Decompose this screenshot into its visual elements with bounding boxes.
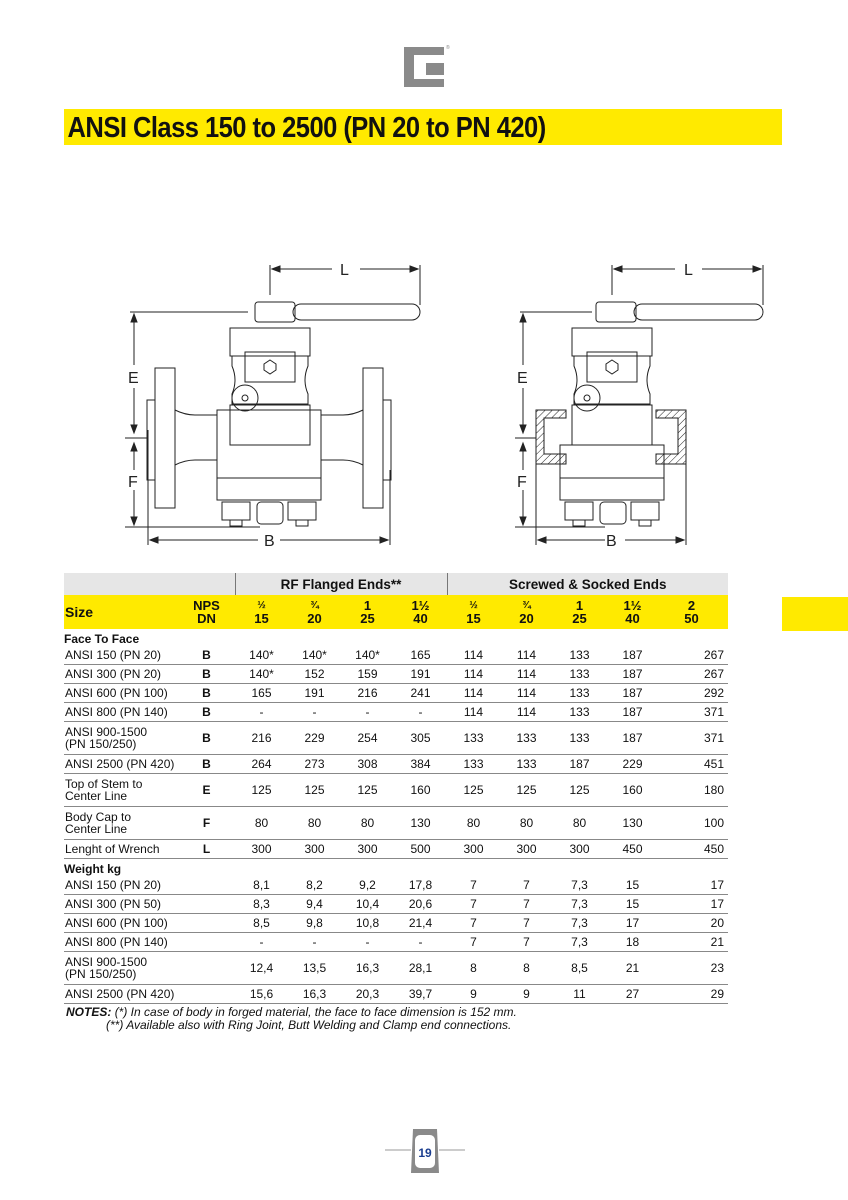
cell-value: 8,3 — [235, 895, 288, 914]
cell-value: 187 — [606, 703, 659, 722]
page-number-badge — [383, 1125, 467, 1175]
cell-value: 7,3 — [553, 876, 606, 895]
row-code: B — [178, 722, 235, 755]
cell-value: 152 — [288, 665, 341, 684]
nps-value: ¾ — [310, 600, 319, 611]
cell-value: 384 — [394, 755, 447, 774]
cell-value: 300 — [235, 840, 288, 859]
dn-value: 25 — [572, 611, 587, 626]
cell-value: 8,1 — [235, 876, 288, 895]
cell-value: 20,3 — [341, 985, 394, 1004]
row-label: ANSI 150 (PN 20) — [64, 876, 178, 895]
cell-value: 8,5 — [235, 914, 288, 933]
cell-value: 15,6 — [235, 985, 288, 1004]
flanged-valve-drawing — [120, 250, 440, 550]
cell-value: 114 — [447, 665, 500, 684]
row-label: Top of Stem to Center Line — [64, 774, 178, 807]
cell-value: 130 — [394, 807, 447, 840]
cell-value: 7 — [500, 914, 553, 933]
cell-value: 371 — [659, 703, 728, 722]
dn-value: 20 — [519, 611, 534, 626]
cell-value: 191 — [288, 684, 341, 703]
cell-value: 165 — [394, 646, 447, 665]
cell-value: 80 — [447, 807, 500, 840]
dimensions-table — [64, 573, 728, 1004]
cell-value: 292 — [659, 684, 728, 703]
table-row — [64, 933, 728, 952]
nps-dn-label — [178, 595, 235, 629]
cell-value: 308 — [341, 755, 394, 774]
cell-value: 133 — [553, 703, 606, 722]
group-rf-flanged: RF Flanged Ends** — [235, 573, 447, 595]
cell-value: 451 — [659, 755, 728, 774]
size-col-3 — [341, 595, 394, 629]
nps-value: ½ — [469, 600, 478, 611]
cell-value: 133 — [553, 722, 606, 755]
cell-value: 7 — [500, 895, 553, 914]
cell-value: 8 — [447, 952, 500, 985]
cell-value: 9,8 — [288, 914, 341, 933]
nps-value: 1 — [575, 598, 584, 613]
row-label: ANSI 2500 (PN 420) — [64, 985, 178, 1004]
cell-value: 15 — [606, 895, 659, 914]
company-logo: ® — [404, 47, 444, 87]
cell-value: 17 — [659, 876, 728, 895]
cell-value: 125 — [447, 774, 500, 807]
cell-value: 114 — [500, 684, 553, 703]
notes-label: NOTES: — [66, 1005, 112, 1019]
cell-value: 16,3 — [288, 985, 341, 1004]
cell-value: 140* — [288, 646, 341, 665]
row-code — [178, 933, 235, 952]
cell-value: 28,1 — [394, 952, 447, 985]
cell-value: 9,2 — [341, 876, 394, 895]
cell-value: 11 — [553, 985, 606, 1004]
cell-value: 140* — [235, 646, 288, 665]
table-row — [64, 755, 728, 774]
group-header-row — [64, 573, 728, 595]
size-col-8 — [606, 595, 659, 629]
note-2: (**) Available also with Ring Joint, Butt Welding and Clamp end connections. — [106, 1018, 512, 1032]
row-label: ANSI 150 (PN 20) — [64, 646, 178, 665]
cell-value: 20,6 — [394, 895, 447, 914]
cell-value: 133 — [553, 665, 606, 684]
row-label: ANSI 600 (PN 100) — [64, 684, 178, 703]
table-row — [64, 722, 728, 755]
cell-value: 300 — [447, 840, 500, 859]
cell-value: 133 — [447, 755, 500, 774]
dim-label-e: E — [517, 370, 528, 387]
cell-value: 7,3 — [553, 914, 606, 933]
table-row — [64, 985, 728, 1004]
cell-value: 10,8 — [341, 914, 394, 933]
row-label: ANSI 800 (PN 140) — [64, 703, 178, 722]
nps-label: NPS — [193, 598, 220, 613]
cell-value: 450 — [606, 840, 659, 859]
row-label: ANSI 2500 (PN 420) — [64, 755, 178, 774]
cell-value: 165 — [235, 684, 288, 703]
table-row — [64, 895, 728, 914]
cell-value: 9 — [447, 985, 500, 1004]
row-code: B — [178, 703, 235, 722]
row-label: ANSI 900-1500 (PN 150/250) — [64, 722, 178, 755]
size-col-7 — [553, 595, 606, 629]
row-code: L — [178, 840, 235, 859]
cell-value: 7 — [447, 914, 500, 933]
cell-value: - — [394, 703, 447, 722]
cell-value: 187 — [553, 755, 606, 774]
row-code: F — [178, 807, 235, 840]
cell-value: 130 — [606, 807, 659, 840]
cell-value: 114 — [500, 703, 553, 722]
cell-value: 9,4 — [288, 895, 341, 914]
cell-value: 7 — [447, 876, 500, 895]
size-col-5 — [447, 595, 500, 629]
cell-value: 114 — [447, 646, 500, 665]
cell-value: 187 — [606, 646, 659, 665]
cell-value: 180 — [659, 774, 728, 807]
cell-value: 80 — [235, 807, 288, 840]
cell-value: 39,7 — [394, 985, 447, 1004]
size-label: Size — [64, 595, 178, 629]
size-col-4 — [394, 595, 447, 629]
cell-value: 12,4 — [235, 952, 288, 985]
cell-value: 133 — [447, 722, 500, 755]
section-title: Weight kg — [64, 861, 122, 876]
cell-value: 300 — [500, 840, 553, 859]
table-row — [64, 807, 728, 840]
cell-value: 191 — [394, 665, 447, 684]
cell-value: - — [288, 933, 341, 952]
section-weight — [64, 859, 728, 877]
size-col-6 — [500, 595, 553, 629]
table-row — [64, 774, 728, 807]
cell-value: 300 — [288, 840, 341, 859]
size-col-2 — [288, 595, 341, 629]
cell-value: 229 — [288, 722, 341, 755]
cell-value: 8,5 — [553, 952, 606, 985]
cell-value: 23 — [659, 952, 728, 985]
cell-value: 216 — [341, 684, 394, 703]
cell-value: 229 — [606, 755, 659, 774]
dim-label-b: B — [606, 533, 617, 550]
cell-value: 18 — [606, 933, 659, 952]
cell-value: 267 — [659, 646, 728, 665]
cell-value: 80 — [500, 807, 553, 840]
cell-value: 273 — [288, 755, 341, 774]
table-row — [64, 840, 728, 859]
row-code: B — [178, 665, 235, 684]
cell-value: 17,8 — [394, 876, 447, 895]
cell-value: 159 — [341, 665, 394, 684]
table-row — [64, 684, 728, 703]
cell-value: 7 — [447, 933, 500, 952]
cell-value: 21,4 — [394, 914, 447, 933]
nps-value: ¾ — [522, 600, 531, 611]
dn-value: 25 — [360, 611, 375, 626]
page-number: 19 — [418, 1146, 432, 1160]
cell-value: 114 — [447, 684, 500, 703]
cell-value: 7 — [447, 895, 500, 914]
cell-value: 15 — [606, 876, 659, 895]
row-code — [178, 952, 235, 985]
cell-value: 371 — [659, 722, 728, 755]
cell-value: 114 — [500, 665, 553, 684]
row-code — [178, 895, 235, 914]
cell-value: 264 — [235, 755, 288, 774]
dn-label: DN — [197, 611, 216, 626]
cell-value: 133 — [553, 684, 606, 703]
row-code — [178, 876, 235, 895]
cell-value: 133 — [500, 755, 553, 774]
cell-value: 20 — [659, 914, 728, 933]
dn-value: 20 — [307, 611, 322, 626]
cell-value: 125 — [341, 774, 394, 807]
cell-value: 114 — [500, 646, 553, 665]
cell-value: 160 — [394, 774, 447, 807]
header-band-extension — [782, 597, 848, 631]
cell-value: 305 — [394, 722, 447, 755]
group-header-blank — [64, 573, 235, 595]
size-header-row — [64, 595, 728, 629]
table-row — [64, 876, 728, 895]
cell-value: 300 — [341, 840, 394, 859]
row-code — [178, 985, 235, 1004]
section-face-to-face — [64, 629, 728, 646]
cell-value: 133 — [553, 646, 606, 665]
cell-value: 125 — [500, 774, 553, 807]
valve-body — [536, 302, 763, 526]
cell-value: - — [341, 703, 394, 722]
cell-value: 8 — [500, 952, 553, 985]
cell-value: 133 — [500, 722, 553, 755]
cell-value: 140* — [341, 646, 394, 665]
size-col-1 — [235, 595, 288, 629]
cell-value: 17 — [659, 895, 728, 914]
cell-value: 216 — [235, 722, 288, 755]
cell-value: 7,3 — [553, 933, 606, 952]
dim-label-f: F — [517, 474, 527, 491]
cell-value: 21 — [659, 933, 728, 952]
cell-value: 100 — [659, 807, 728, 840]
valve-body — [147, 302, 420, 526]
dn-value: 15 — [254, 611, 269, 626]
cell-value: 7 — [500, 876, 553, 895]
row-label: ANSI 300 (PN 20) — [64, 665, 178, 684]
size-col-9 — [659, 595, 728, 629]
cell-value: - — [394, 933, 447, 952]
cell-value: 300 — [553, 840, 606, 859]
cell-value: - — [235, 703, 288, 722]
cell-value: 80 — [341, 807, 394, 840]
row-code: E — [178, 774, 235, 807]
cell-value: 8,2 — [288, 876, 341, 895]
cell-value: 9 — [500, 985, 553, 1004]
cell-value: 187 — [606, 665, 659, 684]
row-code — [178, 914, 235, 933]
nps-value: 1 — [363, 598, 372, 613]
nps-value: 1½ — [411, 598, 430, 613]
table-row — [64, 646, 728, 665]
cell-value: 187 — [606, 684, 659, 703]
cell-value: 114 — [447, 703, 500, 722]
cell-value: 7,3 — [553, 895, 606, 914]
dim-label-b: B — [264, 533, 275, 550]
table-row — [64, 952, 728, 985]
page-title: ANSI Class 150 to 2500 (PN 20 to PN 420) — [67, 112, 546, 144]
cell-value: 21 — [606, 952, 659, 985]
dim-label-l: L — [684, 262, 693, 279]
cell-value: - — [288, 703, 341, 722]
row-label: Body Cap to Center Line — [64, 807, 178, 840]
cell-value: 125 — [235, 774, 288, 807]
cell-value: 160 — [606, 774, 659, 807]
cell-value: 267 — [659, 665, 728, 684]
cell-value: 241 — [394, 684, 447, 703]
screwed-valve-drawing — [500, 250, 780, 550]
cell-value: 125 — [553, 774, 606, 807]
row-code: B — [178, 755, 235, 774]
table-row — [64, 665, 728, 684]
weight-rows — [64, 876, 728, 1004]
table-row — [64, 703, 728, 722]
row-label: Lenght of Wrench — [64, 840, 178, 859]
cell-value: 10,4 — [341, 895, 394, 914]
cell-value: 29 — [659, 985, 728, 1004]
title-banner — [64, 109, 782, 145]
dn-value: 50 — [684, 611, 699, 626]
nps-value: 1½ — [623, 598, 642, 613]
cell-value: 80 — [288, 807, 341, 840]
cell-value: 80 — [553, 807, 606, 840]
cell-value: 125 — [288, 774, 341, 807]
row-code: B — [178, 684, 235, 703]
dim-label-l: L — [340, 262, 349, 279]
note-1-text: (*) In case of body in forged material, the face to face dimension is 152 mm. — [114, 1005, 517, 1019]
cell-value: 7 — [500, 933, 553, 952]
dim-label-f: F — [128, 474, 138, 491]
cell-value: 140* — [235, 665, 288, 684]
cell-value: 17 — [606, 914, 659, 933]
row-code: B — [178, 646, 235, 665]
dn-value: 40 — [413, 611, 428, 626]
cell-value: 16,3 — [341, 952, 394, 985]
row-label: ANSI 600 (PN 100) — [64, 914, 178, 933]
row-label: ANSI 300 (PN 50) — [64, 895, 178, 914]
group-screwed-socked: Screwed & Socked Ends — [447, 573, 728, 595]
cell-value: 254 — [341, 722, 394, 755]
table-row — [64, 914, 728, 933]
section-title: Face To Face — [64, 631, 140, 646]
cell-value: 450 — [659, 840, 728, 859]
row-label: ANSI 900-1500 (PN 150/250) — [64, 952, 178, 985]
dn-value: 15 — [466, 611, 481, 626]
face-to-face-rows — [64, 646, 728, 859]
dn-value: 40 — [625, 611, 640, 626]
cell-value: - — [235, 933, 288, 952]
cell-value: 13,5 — [288, 952, 341, 985]
row-label: ANSI 800 (PN 140) — [64, 933, 178, 952]
cell-value: - — [341, 933, 394, 952]
cell-value: 27 — [606, 985, 659, 1004]
cell-value: 187 — [606, 722, 659, 755]
nps-value: 2 — [687, 598, 696, 613]
notes — [66, 1006, 517, 1032]
dim-label-e: E — [128, 370, 139, 387]
nps-value: ½ — [257, 600, 266, 611]
cell-value: 500 — [394, 840, 447, 859]
